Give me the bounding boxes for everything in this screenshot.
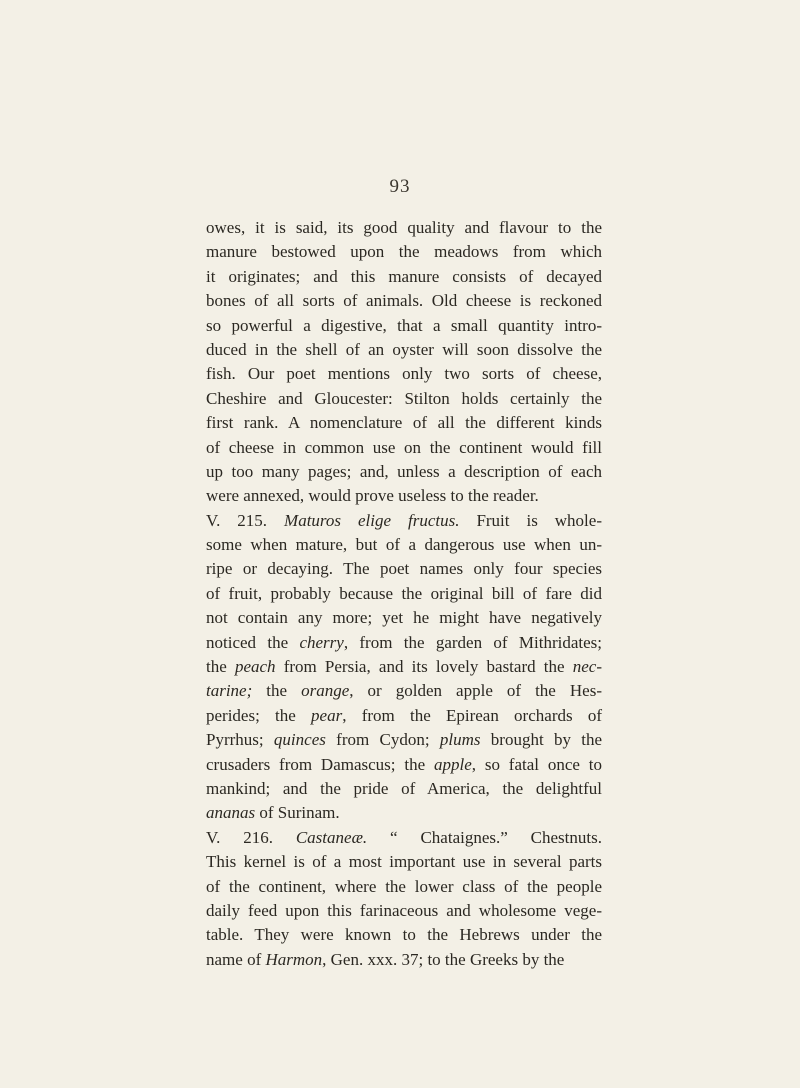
- text-run: , so fatal once to: [471, 754, 602, 774]
- text-line: [206, 509, 602, 533]
- text-line: [206, 948, 602, 972]
- italic-term: plums: [439, 730, 481, 750]
- text-run: duced in the shell of an oyster will soon dissolve the: [206, 339, 602, 359]
- text-run: the: [206, 657, 235, 677]
- page-number: 93: [389, 176, 411, 197]
- text-line: [206, 655, 602, 679]
- text-line: [206, 606, 602, 630]
- text-run: the: [252, 681, 302, 701]
- italic-term: pear: [311, 705, 343, 725]
- text-run: owes, it is said, its good quality and flavour to the: [206, 218, 602, 237]
- text-run: of Surinam.: [255, 803, 340, 823]
- text-run: bones of all sorts of animals. Old cheese is reckoned: [206, 291, 602, 311]
- text-run: “ Chataignes.” Chestnuts.: [367, 827, 602, 847]
- text-line: [206, 582, 602, 606]
- text-run: fish. Our poet mentions only two sorts of cheese,: [206, 364, 602, 384]
- text-run: V. 215.: [206, 510, 285, 530]
- text-run: manure bestowed upon the meadows from which: [206, 242, 602, 262]
- text-run: of cheese in common use on the continent would fill: [206, 437, 602, 457]
- text-run: Pyrrhus;: [206, 730, 274, 750]
- text-run: not contain any more; yet he might have negatively: [206, 608, 602, 628]
- text-run: of fruit, probably because the original bill of fare did: [206, 583, 602, 603]
- text-line: [206, 484, 602, 508]
- text-run: brought by the: [480, 730, 603, 750]
- italic-term: ananas: [206, 803, 256, 823]
- text-line: [206, 850, 602, 874]
- text-run: were annexed, would prove useless to the reader.: [206, 486, 539, 506]
- italic-term: apple: [433, 754, 472, 774]
- text-line: [206, 533, 602, 557]
- text-run: it originates; and this manure consists of decayed: [206, 266, 602, 286]
- italic-term: cherry: [299, 632, 344, 652]
- text-line: [206, 387, 602, 411]
- text-line: [206, 265, 602, 289]
- italic-term: orange: [301, 681, 350, 701]
- italic-term: peach: [234, 657, 276, 677]
- text-line: [206, 460, 602, 484]
- body-text: [206, 216, 602, 972]
- text-line: [206, 314, 602, 338]
- text-run: perides; the: [206, 705, 312, 725]
- text-run: , from the garden of Mithridates;: [343, 632, 603, 652]
- text-run: crusaders from Damascus; the: [206, 754, 434, 774]
- text-line: [206, 826, 602, 850]
- text-line: [206, 801, 602, 825]
- text-run: from Cydon;: [325, 730, 440, 750]
- italic-term: tarine;: [206, 681, 253, 701]
- text-line: [206, 875, 602, 899]
- text-line: [206, 411, 602, 435]
- text-line: [206, 436, 602, 460]
- italic-term: Harmon: [265, 949, 323, 969]
- italic-term: quinces: [273, 730, 326, 750]
- text-run: ripe or decaying. The poet names only four species: [206, 559, 602, 579]
- text-line: [206, 338, 602, 362]
- text-run: name of: [206, 949, 266, 969]
- italic-term: nec-: [572, 657, 602, 677]
- text-run: Cheshire and Gloucester: Stilton holds certainly the: [206, 388, 602, 408]
- text-run: of the continent, where the lower class of the people: [206, 876, 602, 896]
- text-run: daily feed upon this farinaceous and wholesome vege-: [206, 900, 602, 920]
- text-run: , from the Epirean orchards of: [342, 705, 602, 725]
- text-line: [206, 753, 602, 777]
- text-run: V. 216.: [206, 827, 296, 847]
- text-line: [206, 679, 602, 703]
- text-line: [206, 728, 602, 752]
- text-line: [206, 216, 602, 240]
- text-run: , or golden apple of the Hes-: [349, 681, 602, 701]
- text-line: [206, 289, 602, 313]
- text-line: [206, 362, 602, 386]
- italic-term: Castaneæ.: [295, 827, 368, 847]
- italic-term: Maturos elige fructus.: [284, 510, 460, 530]
- text-run: first rank. A nomenclature of all the different kinds: [206, 413, 602, 433]
- text-line: [206, 923, 602, 947]
- text-run: Fruit is whole-: [459, 510, 602, 530]
- text-line: [206, 240, 602, 264]
- text-run: table. They were known to the Hebrews under the: [206, 925, 602, 945]
- text-run: so powerful a digestive, that a small quantity intro-: [206, 315, 602, 335]
- text-run: mankind; and the pride of America, the delightful: [206, 778, 602, 798]
- text-run: noticed the: [206, 632, 300, 652]
- text-run: This kernel is of a most important use in several parts: [206, 852, 602, 872]
- text-line: [206, 899, 602, 923]
- text-line: [206, 777, 602, 801]
- text-run: , Gen. xxx. 37; to the Greeks by the: [322, 949, 565, 969]
- text-run: up too many pages; and, unless a description of each: [206, 461, 602, 481]
- text-line: [206, 704, 602, 728]
- text-run: some when mature, but of a dangerous use when un-: [206, 535, 602, 555]
- text-run: from Persia, and its lovely bastard the: [275, 657, 573, 677]
- text-line: [206, 557, 602, 581]
- text-line: [206, 631, 602, 655]
